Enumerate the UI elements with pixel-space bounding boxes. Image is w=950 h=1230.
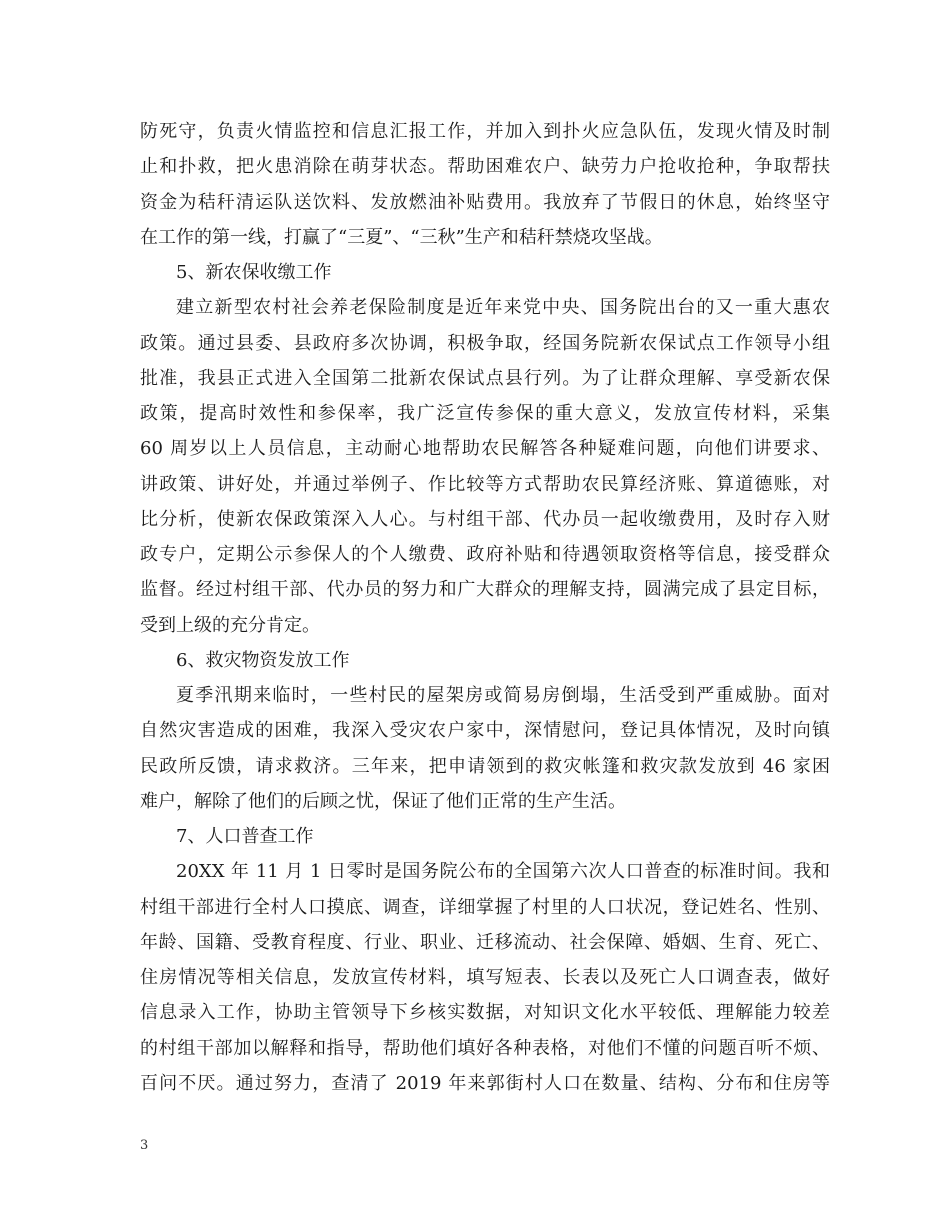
text-line: 5、新农保收缴工作: [176, 262, 332, 283]
text-line: 6、救灾物资发放工作: [176, 649, 350, 671]
text-line: 止和扑救，把火患消除在萌芽状态。帮助困难农户、缺劳力户抢收抢种，争取帮扶: [140, 156, 830, 178]
text-line: 比分析，使新农保政策深入人心。与村组干部、代办员一起收缴费用，及时存入财: [140, 508, 830, 530]
text-line: 20XX 年 11 月 1 日零时是国务院公布的全国第六次人口普查的标准时间。我和: [176, 861, 830, 883]
text-line: 自然灾害造成的困难，我深入受灾农户家中，深情慰问，登记具体情况，及时向镇: [140, 720, 830, 742]
text-line: 批准，我县正式进入全国第二批新农保试点县行列。为了让群众理解、享受新农保: [140, 367, 830, 389]
document-body: [140, 114, 830, 1101]
text-line: 年龄、国籍、受教育程度、行业、职业、迁移流动、社会保障、婚姻、生育、死亡、: [140, 931, 830, 953]
text-line: 监督。经过村组干部、代办员的努力和广大群众的理解支持，圆满完成了县定目标，: [140, 579, 830, 601]
text-line: 民政所反馈，请求救济。三年来，把申请领到的救灾帐篷和救灾款发放到 46 家困: [140, 755, 830, 777]
text-line: 资金为秸秆清运队送饮料、发放燃油补贴费用。我放弃了节假日的休息，始终坚守: [140, 191, 830, 213]
text-line: 村组干部进行全村人口摸底、调查，详细掌握了村里的人口状况，登记姓名、性别、: [140, 896, 830, 918]
text-line: 讲政策、讲好处，并通过举例子、作比较等方式帮助农民算经济账、算道德账，对: [140, 473, 830, 495]
text-line: 60 周岁以上人员信息，主动耐心地帮助农民解答各种疑难问题，向他们讲要求、: [140, 438, 830, 460]
text-line: 受到上级的充分肯定。: [140, 614, 320, 636]
text-line: 政专户，定期公示参保人的个人缴费、政府补贴和待遇领取资格等信息，接受群众: [140, 544, 830, 565]
text-line: 建立新型农村社会养老保险制度是近年来党中央、国务院出台的又一重大惠农: [176, 297, 830, 319]
page-number: 3: [140, 1138, 149, 1153]
text-line: 7、人口普查工作: [176, 826, 314, 847]
text-line: 防死守，负责火情监控和信息汇报工作，并加入到扑火应急队伍，发现火情及时制: [140, 121, 830, 142]
text-line: 政策，提高时效性和参保率，我广泛宣传参保的重大意义，发放宣传材料，采集: [140, 403, 830, 424]
text-line: 夏季汛期来临时，一些村民的屋架房或简易房倒塌，生活受到严重威胁。面对: [176, 685, 830, 706]
text-line: 的村组干部加以解释和指导，帮助他们填好各种表格，对他们不懂的问题百听不烦、: [140, 1037, 830, 1059]
text-line: 信息录入工作，协助主管领导下乡核实数据，对知识文化水平较低、理解能力较差: [140, 1002, 830, 1024]
text-line: 百问不厌。通过努力，查清了 2019 年来郭街村人口在数量、结构、分布和住房等: [140, 1072, 830, 1094]
text-line: 住房情况等相关信息，发放宣传材料，填写短表、长表以及死亡人口调查表，做好: [140, 967, 830, 988]
text-line: 政策。通过县委、县政府多次协调，积极争取，经国务院新农保试点工作领导小组: [140, 332, 830, 354]
text-line: 难户，解除了他们的后顾之忧，保证了他们正常的生产生活。: [140, 790, 626, 812]
text-line: 在工作的第一线，打赢了“三夏”、“三秋”生产和秸秆禁烧攻坚战。: [140, 226, 663, 248]
